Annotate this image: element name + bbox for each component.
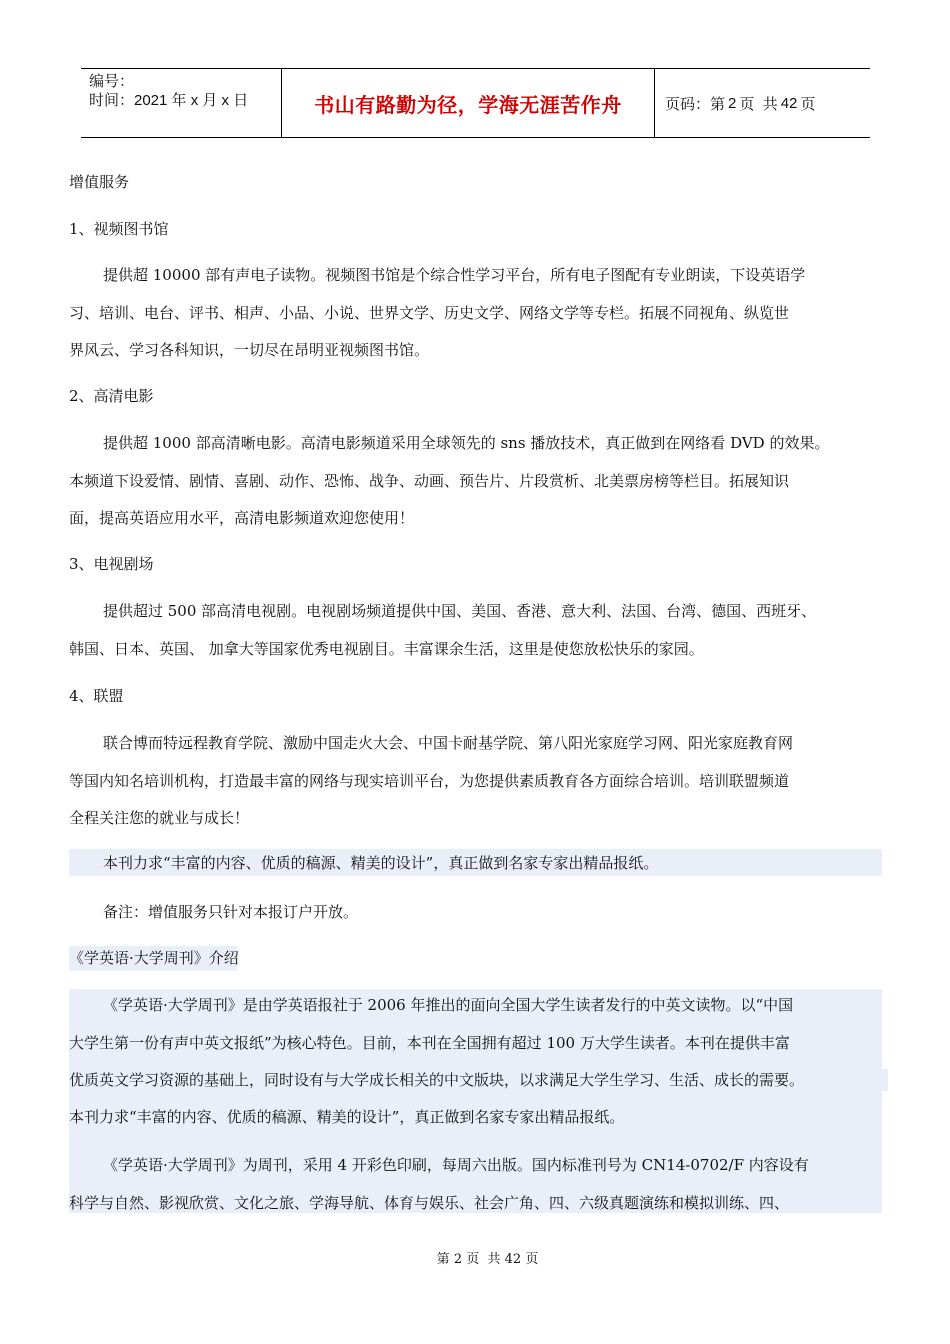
footer-mid: 页 共: [466, 1252, 501, 1267]
header-motto: 书山有路勤为径，学海无涯苦作舟: [281, 69, 655, 137]
section-heading-tv-theater: 3、电视剧场: [69, 555, 154, 573]
intro-paragraph-line: 《学英语·大学周刊》是由学英语报社于 2006 年推出的面向全国大学生读者发行的中英文读物。以“中国: [103, 996, 794, 1014]
intro-highlight-edge: [870, 1069, 888, 1091]
footer-suffix: 页: [525, 1252, 539, 1267]
footer-page-number: 2: [453, 1252, 463, 1267]
header-page-info: [655, 69, 870, 137]
footer-prefix: 第: [436, 1252, 450, 1267]
page-label: 页码：第: [665, 95, 726, 113]
paragraph-line: 提供超 1000 部高清晰电影。高清电影频道采用全球领先的 sns 播放技术，真正做到在网络看 DVD 的效果。: [103, 434, 830, 452]
intro-title: [69, 948, 239, 968]
section-heading-video-library: 1、视频图书馆: [69, 220, 169, 238]
paragraph-line: 面，提高英语应用水平，高清电影频道欢迎您使用！: [69, 509, 415, 527]
section-heading-alliance: 4、联盟: [69, 687, 124, 705]
intro-paragraph-line: 《学英语·大学周刊》为周刊，采用 4 开彩色印刷，每周六出版。国内标准刊号为 CN14-0702/F 内容设有: [103, 1156, 809, 1174]
intro-paragraph-line: 大学生第一份有声中英文报纸”为核心特色。目前，本刊在全国拥有超过 100 万大学生读者。本刊在提供丰富: [69, 1034, 790, 1052]
note-text: 备注：增值服务只针对本报订户开放。: [103, 903, 359, 921]
slogan-text: 本刊力求“丰富的内容、优质的稿源、精美的设计”，真正做到名家专家出精品报纸。: [103, 854, 659, 872]
paragraph-line: 韩国、日本、英国、 加拿大等国家优秀电视剧目。丰富课余生活，这里是使您放松快乐的家园。: [69, 640, 704, 658]
intro-paragraph-line: 科学与自然、影视欣赏、文化之旅、学海导航、体育与娱乐、社会广角、四、六级真题演练和模拟训练、四、: [69, 1194, 790, 1212]
intro-paragraph-line: 优质英文学习资源的基础上，同时设有与大学成长相关的中文版块，以求满足大学生学习、生活、成长的需要。: [69, 1071, 805, 1089]
header-left-cell: [81, 69, 281, 137]
paragraph-line: 全程关注您的就业与成长！: [69, 809, 250, 827]
paragraph-line: 联合博而特远程教育学院、激励中国走火大会、中国卡耐基学院、第八阳光家庭学习网、阳光家庭教育网: [103, 734, 794, 752]
footer-page-total: 42: [504, 1252, 522, 1267]
intro-highlight-block: [69, 989, 882, 1213]
paragraph-line: 习、培训、电台、评书、相声、小品、小说、世界文学、历史文学、网络文学等专栏。拓展不同视角、纵览世: [69, 304, 790, 322]
paragraph-line: 等国内知名培训机构，打造最丰富的网络与现实培训平台，为您提供素质教育各方面综合培训。培训联盟频道: [69, 772, 790, 790]
page-end: 页: [800, 95, 816, 113]
section-heading-hd-movies: 2、高清电影: [69, 387, 154, 405]
page-header: [81, 68, 870, 138]
paragraph-line: 界风云、学习各科知识，一切尽在昂明亚视频图书馆。: [69, 341, 430, 359]
date-label: 时间：2021 年 x 月 x 日: [89, 92, 249, 109]
paragraph-line: 本频道下设爱情、剧情、喜剧、动作、恐怖、战争、动画、预告片、片段赏析、北美票房榜等栏目。拓展知识: [69, 472, 790, 490]
page-mid: 页 共: [739, 95, 778, 113]
intro-title-name: 《学英语·大学周刊》: [69, 949, 209, 967]
page-number: 2: [728, 94, 737, 112]
page-footer: [0, 1248, 950, 1267]
section-title: 增值服务: [69, 173, 130, 191]
intro-title-suffix: 介绍: [208, 949, 239, 967]
intro-paragraph-line: 本刊力求“丰富的内容、优质的稿源、精美的设计”，真正做到名家专家出精品报纸。: [69, 1108, 625, 1126]
paragraph-line: 提供超 10000 部有声电子读物。视频图书馆是个综合性学习平台，所有电子图配有专业朗读，下设英语学: [103, 266, 806, 284]
number-label: 编号：: [89, 73, 135, 90]
page-total: 42: [780, 94, 798, 112]
paragraph-line: 提供超过 500 部高清电视剧。电视剧场频道提供中国、美国、香港、意大利、法国、台湾、德国、西班牙、: [103, 602, 817, 620]
